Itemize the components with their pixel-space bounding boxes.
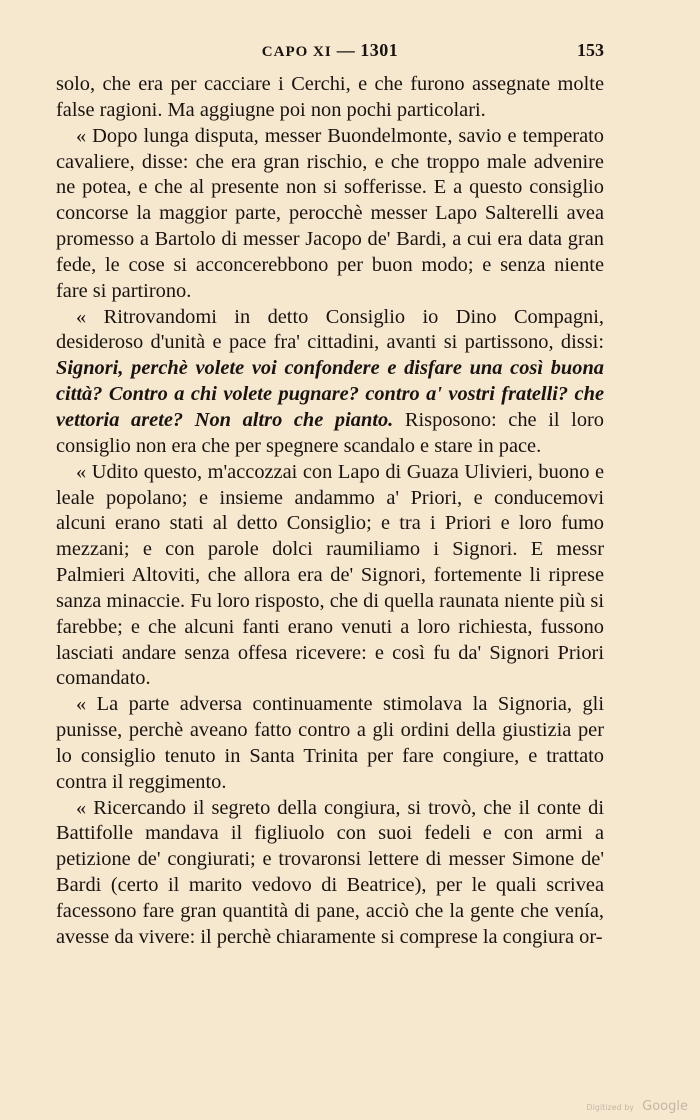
body-text <box>56 72 604 951</box>
chapter-label: CAPO XI <box>261 44 332 60</box>
quoted-speech: Signori, perchè volete voi confondere e disfare una così buona città? Contro a chi volete pugnare? contro a' vostri fratelli? che vettoria arete? Non altro che pianto. <box>56 357 604 431</box>
chapter-year: 1301 <box>360 40 399 60</box>
paragraph-3-intro: « Ritrovandomi in detto Consiglio io Dino Compagni, desideroso d'unità e pace fra' cittadini, avanti si partissono, dissi: <box>56 305 604 354</box>
paragraph-6: « Ricercando il segreto della congiura, si trovò, che il conte di Battifolle mandava il figliuolo con suoi fedeli e con armi a petizione de' congiurati; e trovaronsi lettere di messer Simone de' Bardi (certo il marito vedovo di Beatrice), per le quali scrivea facessono fare gran quantità di pane, acciò che la gente che venía, avesse da vivere: il perchè chiaramente si comprese la congiura or- <box>56 796 604 948</box>
header-dash: — <box>336 40 356 60</box>
chapter-heading <box>56 40 604 61</box>
digitization-watermark <box>586 1099 688 1114</box>
paragraph-3 <box>56 305 604 460</box>
paragraph-2: « Dopo lunga disputa, messer Buondelmonte, savio e temperato cavaliere, disse: che era gran rischio, e che troppo male advenire ne potea, e che al presente non si sofferisse. E a questo consiglio concorse la maggior parte, perocchè messer Lapo Salterelli avea promesso a Bartolo di messer Jacopo de' Bardi, a cui era data gran fede, le cose si acconcerebbono per buon modo; e senza niente fare si partirono. <box>56 124 604 302</box>
page-number: 153 <box>577 40 604 60</box>
paragraph-4: « Udito questo, m'accozzai con Lapo di Guaza Ulivieri, buono e leale popolano; e insieme andammo a' Priori, e conducemovi alcuni erano stati al detto Consiglio; e tra i Priori e loro fumo mezzani; e con parole dolci raumiliamo i Signori. E messr Palmieri Altoviti, che allora era de' Signori, fortemente li riprese sanza minaccie. Fu loro risposto, che di quella raunata niente più si farebbe; e che alcuni fanti erano venuti a loro richiesta, fussono lasciati andare senza offesa ricevere: e così fu da' Signori Priori comandato. <box>56 460 604 690</box>
paragraph-3-tail: Risposono: che il loro consiglio non era che per spegnere scandalo e stare in pace. <box>56 408 605 457</box>
paragraph-1: solo, che era per cacciare i Cerchi, e che furono assegnate molte false ragioni. Ma aggiugne poi non pochi particolari. <box>56 73 604 121</box>
watermark-prefix: Digitized by <box>586 1103 635 1112</box>
paragraph-5: « La parte adversa continuamente stimolava la Signoria, gli punisse, perchè aveano fatto contro a gli ordini della giustizia per lo consiglio tenuto in Santa Trinita per fare congiure, e trattato contra il reggimento. <box>56 693 604 793</box>
running-header <box>56 40 604 68</box>
watermark-brand: Google <box>642 1099 688 1114</box>
